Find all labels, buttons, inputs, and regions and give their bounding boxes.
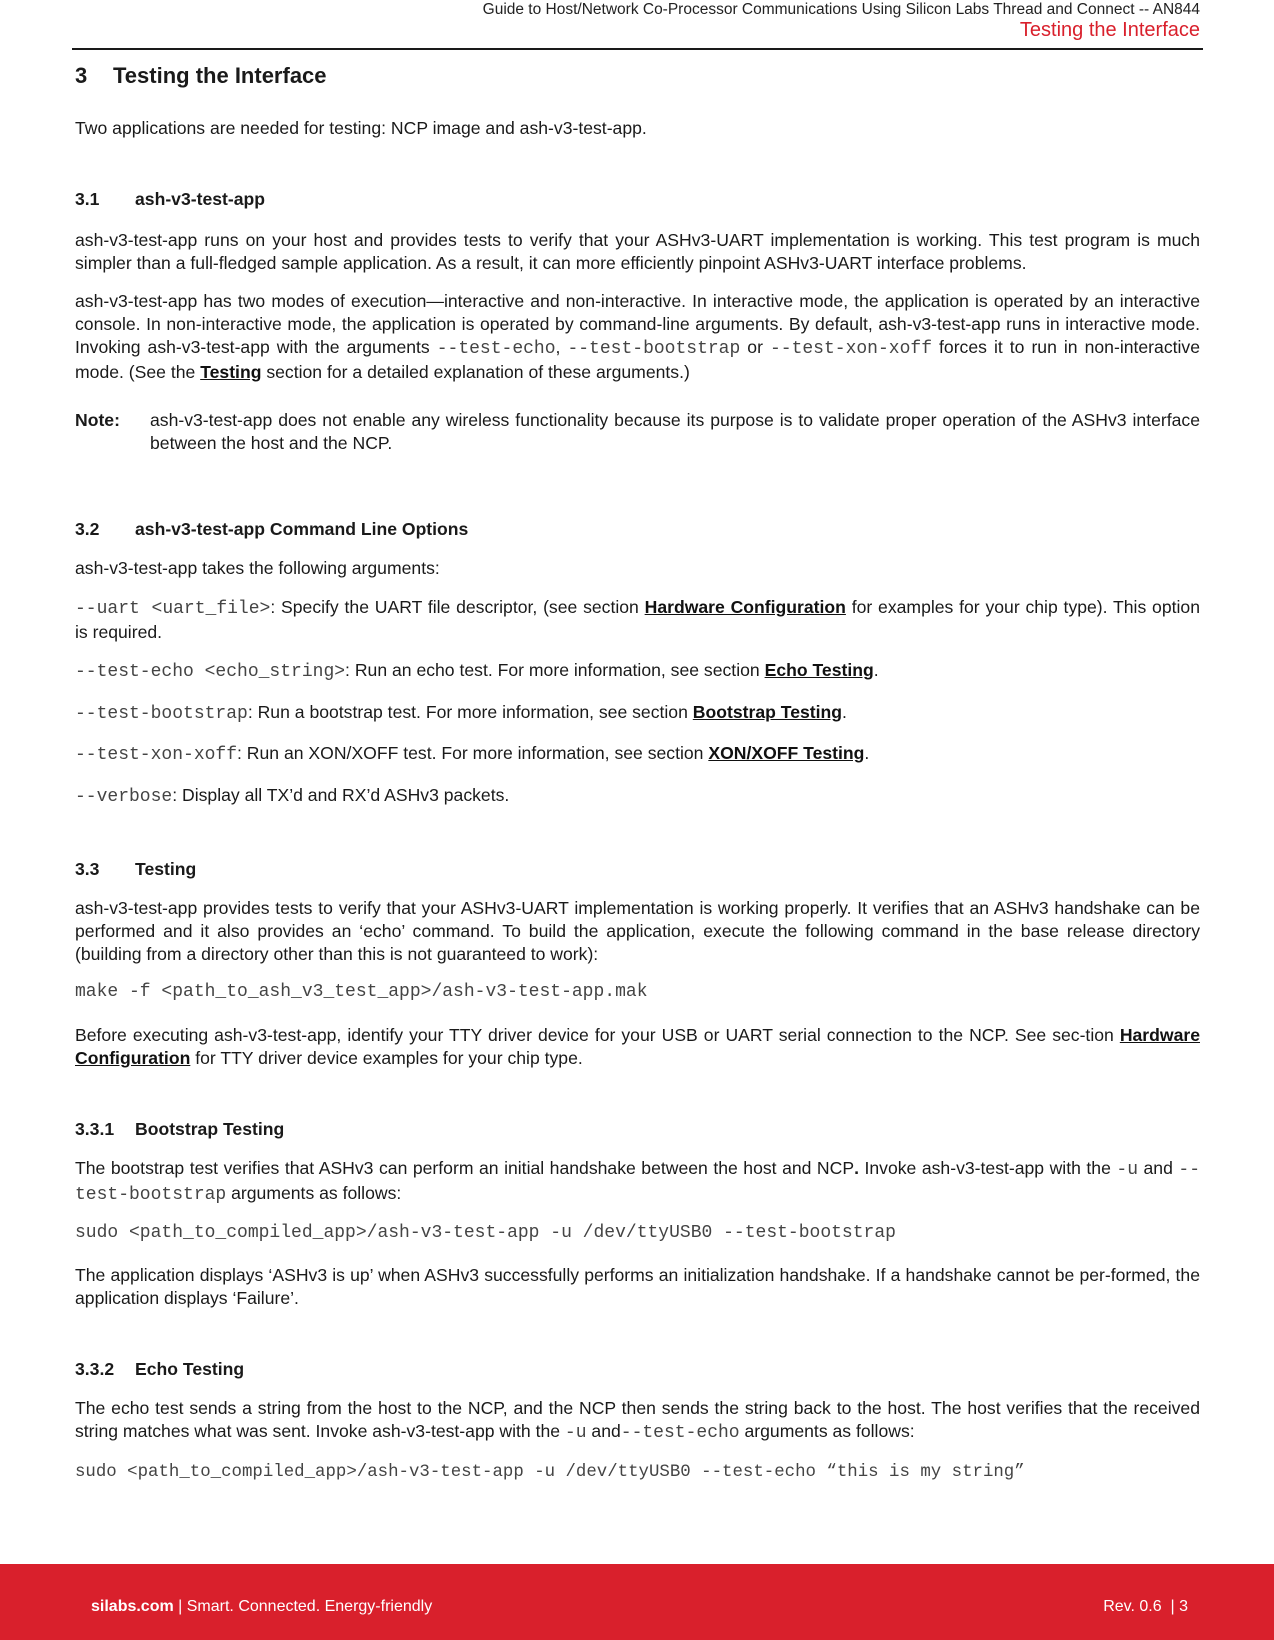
section-3-3-1-para-1 bbox=[75, 1157, 1200, 1207]
text: Invoke ash-v3-test-app with the bbox=[858, 1158, 1117, 1178]
echo-testing-link[interactable]: Echo Testing bbox=[764, 660, 874, 680]
text: for TTY driver device examples for your chip type. bbox=[190, 1048, 583, 1068]
code-block-make: make -f <path_to_ash_v3_test_app>/ash-v3-test-app.mak bbox=[75, 982, 648, 1002]
code-arg: --uart <uart_file> bbox=[75, 599, 271, 619]
section-number: 3.1 bbox=[75, 189, 100, 209]
paragraph: ash-v3-test-app takes the following arguments: bbox=[75, 558, 440, 578]
section-3-1-heading bbox=[75, 188, 1200, 211]
option-test-bootstrap bbox=[75, 701, 1200, 726]
text: : Specify the UART file descriptor, (see section bbox=[270, 597, 645, 617]
option-verbose bbox=[75, 784, 1200, 809]
note-body bbox=[150, 409, 1200, 455]
section-3-3-1-heading bbox=[75, 1118, 1200, 1141]
code-arg: --verbose bbox=[75, 787, 173, 807]
section-3-intro bbox=[75, 117, 1200, 140]
option-test-echo bbox=[75, 659, 1200, 684]
text: . bbox=[842, 702, 847, 722]
paragraph: Two applications are needed for testing: NCP image and ash-v3-test-app. bbox=[75, 118, 647, 138]
section-number: 3.3.1 bbox=[75, 1119, 115, 1139]
bootstrap-testing-link[interactable]: Bootstrap Testing bbox=[692, 702, 843, 722]
text: The echo test sends a string from the host to the NCP, and the NCP then sends the string back to the host. The host verifies that the received string matches what was sent. Invoke ash-v3-test-app with the bbox=[75, 1398, 1200, 1441]
code-arg: --test-bootstrap bbox=[75, 704, 248, 724]
section-title: Testing the Interface bbox=[113, 63, 327, 88]
section-title: Testing bbox=[135, 859, 197, 879]
paragraph: The application displays ‘ASHv3 is up’ when ASHv3 successfully performs an initialization handshake. If a handshake cannot be per-formed, the application displays ‘Failure’. bbox=[75, 1265, 1200, 1308]
text: and bbox=[586, 1421, 621, 1441]
code-arg: --test-echo <echo_string> bbox=[75, 662, 346, 682]
section-number: 3.3.2 bbox=[75, 1359, 115, 1379]
hardware-configuration-link[interactable]: Hardware Configuration bbox=[644, 597, 846, 617]
section-3-1-para-2 bbox=[75, 290, 1200, 384]
footer-page-info: Rev. 0.6 | 3 bbox=[1103, 1598, 1188, 1615]
running-header-section-title: Testing the Interface bbox=[1019, 19, 1200, 41]
text: . bbox=[873, 660, 879, 680]
note-label: Note: bbox=[75, 410, 120, 430]
section-3-3-para-1 bbox=[75, 897, 1200, 966]
text: or bbox=[740, 337, 770, 357]
text: forces it to run in non-interactive mode. (See the bbox=[75, 337, 1200, 382]
code-arg: --test-echo bbox=[620, 1423, 740, 1443]
footer-left bbox=[91, 1595, 432, 1618]
section-number: 3.3 bbox=[75, 859, 100, 879]
section-number: 3 bbox=[75, 63, 88, 88]
text: . bbox=[854, 1158, 859, 1178]
section-number: 3.2 bbox=[75, 519, 100, 539]
paragraph: ash-v3-test-app runs on your host and provides tests to verify that your ASHv3-UART implementation is working. This test program is much simpler than a full-fledged sample application. As a result, it can more efficiently pinpoint ASHv3-UART interface problems. bbox=[75, 230, 1200, 273]
paragraph: ash-v3-test-app provides tests to verify that your ASHv3-UART implementation is working properly. It verifies that an ASHv3 handshake can be performed and it also provides an ‘echo’ command. To build the application, execute the following command in the base release directory (building from a directory other than this is not guaranteed to work): bbox=[75, 898, 1200, 964]
section-3-3-heading bbox=[75, 858, 1200, 881]
header-divider bbox=[72, 48, 1203, 50]
xon-xoff-testing-link[interactable]: XON/XOFF Testing bbox=[708, 743, 865, 763]
hardware-configuration-link[interactable]: Hardware Configuration bbox=[75, 1025, 1200, 1068]
option-test-xon-xoff bbox=[75, 742, 1200, 767]
text: : Display all TX’d and RX’d ASHv3 packets. bbox=[172, 785, 510, 805]
footer-site-link[interactable]: silabs.com bbox=[91, 1598, 174, 1615]
section-title: ash-v3-test-app Command Line Options bbox=[135, 519, 469, 539]
text: section for a detailed explanation of these arguments.) bbox=[261, 362, 690, 382]
code-arg: --test-bootstrap bbox=[75, 1160, 1200, 1205]
text: arguments as follows: bbox=[226, 1183, 402, 1203]
section-title: Bootstrap Testing bbox=[135, 1119, 285, 1139]
text: : Run an echo test. For more information, see section bbox=[345, 660, 765, 680]
text: The bootstrap test verifies that ASHv3 can perform an initial handshake between the host and NCP bbox=[75, 1158, 855, 1178]
code-arg: --test-xon-xoff bbox=[769, 339, 932, 359]
option-uart bbox=[75, 596, 1200, 644]
section-3-heading bbox=[75, 62, 1200, 90]
section-3-1-para-1 bbox=[75, 229, 1200, 275]
note-text: ash-v3-test-app does not enable any wireless functionality because its purpose is to validate proper operation of the ASHv3 interface between the host and the NCP. bbox=[150, 410, 1200, 453]
section-title: Echo Testing bbox=[135, 1359, 245, 1379]
text: . bbox=[864, 743, 870, 763]
text: ash-v3-test-app has two modes of execution—interactive and non-interactive. In interactive mode, the application is operated by an interactive console. In non-interactive mode, the application is operated by command-line arguments. By default, ash-v3-test-app runs in interactive mode. Invoking ash-v3-test-app with the arguments bbox=[75, 291, 1200, 357]
code-arg: --test-bootstrap bbox=[567, 339, 741, 359]
testing-link[interactable]: Testing bbox=[200, 362, 262, 382]
section-3-3-2-para-1 bbox=[75, 1397, 1200, 1445]
code-block-echo: sudo <path_to_compiled_app>/ash-v3-test-app -u /dev/ttyUSB0 --test-echo “this is my string” bbox=[75, 1463, 1025, 1482]
section-3-2-intro bbox=[75, 557, 1200, 580]
section-title: ash-v3-test-app bbox=[135, 189, 266, 209]
footer-bar bbox=[0, 1564, 1274, 1640]
text: and bbox=[1138, 1158, 1179, 1178]
section-3-3-para-2 bbox=[75, 1024, 1200, 1070]
text: Before executing ash-v3-test-app, identify your TTY driver device for your USB or UART serial connection to the NCP. See sec-tion bbox=[75, 1025, 1120, 1045]
code-arg: --test-echo bbox=[436, 339, 556, 359]
footer-tagline: | Smart. Connected. Energy-friendly bbox=[173, 1598, 433, 1615]
section-3-2-heading bbox=[75, 518, 1200, 541]
code-arg: --test-xon-xoff bbox=[75, 745, 238, 765]
text: : Run an XON/XOFF test. For more information, see section bbox=[237, 743, 709, 763]
text: : Run a bootstrap test. For more information, see section bbox=[247, 702, 693, 722]
section-3-3-1-para-2 bbox=[75, 1264, 1200, 1310]
text: , bbox=[555, 337, 568, 357]
running-header-doc-title: Guide to Host/Network Co-Processor Communications Using Silicon Labs Thread and Connect -- AN844 bbox=[482, 1, 1200, 18]
text: for examples for your chip type). This option is required. bbox=[75, 597, 1200, 642]
code-arg: -u bbox=[564, 1423, 587, 1443]
code-arg: -u bbox=[1116, 1160, 1138, 1180]
text: arguments as follows: bbox=[739, 1421, 915, 1441]
section-3-3-2-heading bbox=[75, 1358, 1200, 1381]
code-block-bootstrap: sudo <path_to_compiled_app>/ash-v3-test-app -u /dev/ttyUSB0 --test-bootstrap bbox=[75, 1223, 896, 1243]
